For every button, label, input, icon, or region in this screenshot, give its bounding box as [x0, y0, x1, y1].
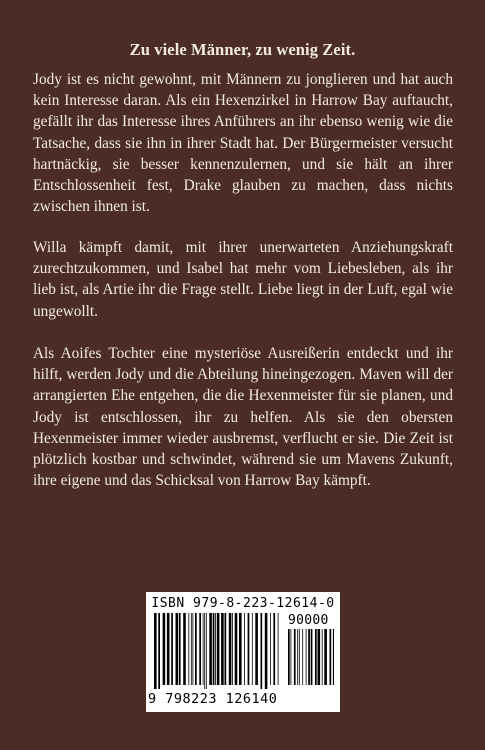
barcode-bar [213, 613, 215, 685]
barcode-bar [158, 613, 160, 689]
barcode-bar [229, 613, 232, 685]
barcode-bar [333, 629, 334, 685]
barcode-bar [294, 629, 296, 685]
barcode-bar [291, 629, 292, 685]
barcode-bar [203, 613, 204, 685]
barcode-bar [193, 613, 194, 685]
barcode-bar [235, 613, 238, 685]
barcode-bar [299, 629, 300, 685]
barcode-bar [204, 613, 205, 689]
barcode-bar [232, 613, 233, 685]
isbn-label: ISBN 979-8-223-12614-0 [151, 596, 335, 611]
barcode-bar [315, 629, 317, 685]
barcode-bar [221, 613, 224, 685]
barcode-bar [308, 629, 310, 685]
barcode-bar [215, 613, 216, 685]
barcode-bar [244, 613, 245, 685]
barcode-bar [288, 629, 290, 685]
barcode-bar [154, 613, 157, 689]
ean-digits: 9 798223 126140 [148, 691, 278, 707]
barcode-bar [195, 613, 197, 685]
barcode-bar [302, 629, 303, 685]
barcode-bar [239, 613, 242, 685]
blurb-paragraph-3: Als Aoifes Tochter eine mysteriöse Ausreißerin entdeckt und ihr hilft, werden Jody und die Abteilung hineingezogen. Maven will der arrangierten Ehe entgehen, die die Hexenmeister für sie planen, und Jody ist entschlossen, ihr zu helfen. Als sie den obersten Hexenmeister immer wieder ausbremst, verflucht er sie. Die Zeit ist plötzlich kostbar und schwindet, während sie um Mavens Zukunft, ihre eigene und das Schicksal von Harrow Bay kämpft. [33, 345, 453, 490]
barcode-bar [188, 613, 189, 685]
barcode-bar [297, 629, 298, 685]
barcode-bar [311, 629, 313, 685]
barcode-bar [179, 613, 181, 685]
barcode-bar [330, 629, 332, 685]
barcode-bar [163, 613, 166, 685]
barcode-bar [209, 613, 212, 685]
barcode-bar [217, 613, 220, 685]
barcode-bar [273, 613, 275, 685]
barcode-bar [199, 613, 201, 685]
barcode-bar [306, 629, 307, 685]
blurb-paragraph-2: Willa kämpft damit, mit ihrer unerwarteten Anziehungskraft zurechtzukommen, und Isabel hat mehr vom Liebesleben, als ihr lieb ist, als Artie ihr die Frage stellt. Liebe liegt in der Luft, egal wie ungewollt. [33, 239, 453, 320]
barcode-bar [324, 629, 327, 685]
barcode-bar [191, 613, 192, 685]
barcode-bar [255, 613, 258, 685]
barcode-bar [248, 613, 250, 685]
barcode-bar [270, 613, 271, 685]
cover-tagline: Zu viele Männer, zu wenig Zeit. [129, 40, 356, 59]
barcode-bar [322, 629, 323, 685]
price-code: 90000 [288, 613, 329, 628]
barcode-bar [176, 613, 179, 685]
isbn-barcode [146, 592, 340, 712]
barcode-bar [167, 613, 170, 685]
barcode-bar [252, 613, 253, 685]
barcode-bar [278, 613, 279, 685]
ean-barcode-bars [154, 613, 280, 689]
barcode-bar [318, 629, 321, 685]
addon-barcode-bars [288, 629, 334, 689]
blurb-paragraph-1: Jody ist es nicht gewohnt, mit Männern zu jonglieren und hat auch kein Interesse daran. Als ein Hexenzirkel in Harrow Bay auftaucht, gefällt ihr das Interesse ihres Anführers an ihr ebenso wenig wie die Tatsache, dass sie ihn in ihrer Stadt hat. Der Bürgermeister versucht hartnäckig, sie besser kennenzulernen, und sie hält an ihrer Entschlossenheit fest, Drake glauben zu machen, dass nichts zwischen ihnen ist. [33, 71, 453, 216]
barcode-bar [183, 613, 186, 685]
barcode-bar [225, 613, 227, 685]
barcode-bar [261, 613, 263, 689]
barcode-bar [265, 613, 268, 689]
barcode-bar [171, 613, 173, 685]
barcode-bar [206, 613, 207, 689]
